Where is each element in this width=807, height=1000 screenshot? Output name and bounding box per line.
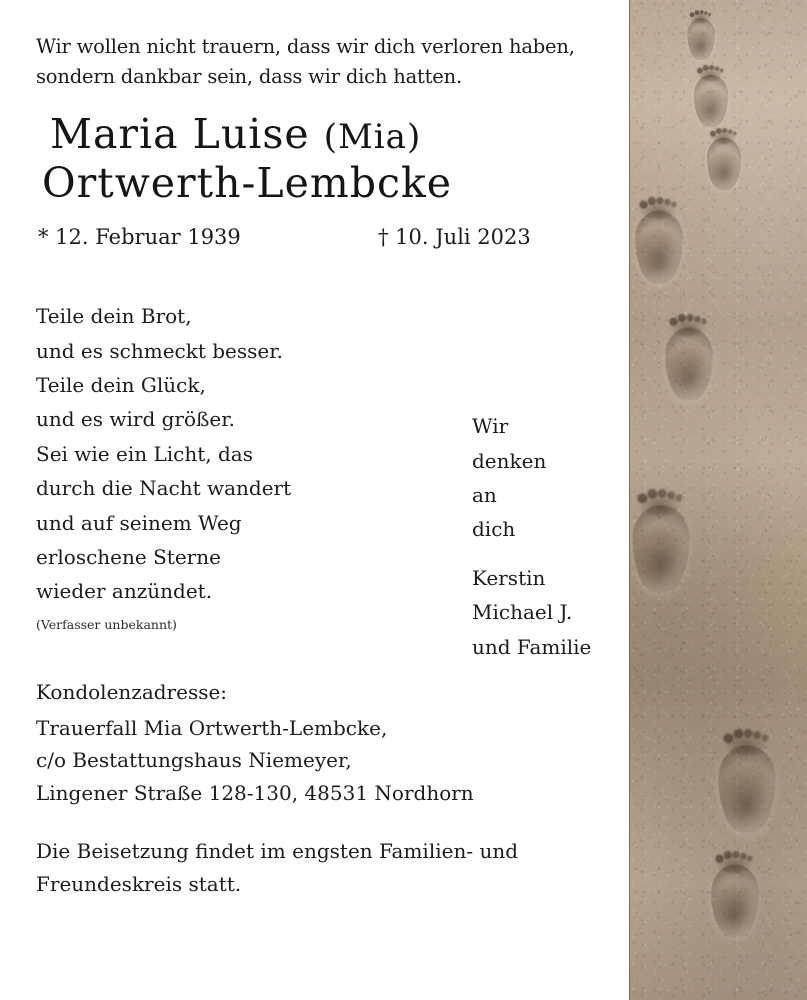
intro-verse — [36, 32, 601, 92]
birth-date: * 12. Februar 1939 — [38, 225, 241, 250]
poem-line: und es wird größer. — [36, 407, 235, 432]
funeral-notice-line: Freundeskreis statt. — [36, 871, 242, 896]
deceased-name — [36, 110, 601, 207]
mourner-signature — [472, 409, 591, 664]
footprint-icon — [711, 865, 759, 938]
footprint-icon — [665, 328, 713, 401]
signature-line: denken — [472, 448, 547, 473]
surname: Ortwerth-Lembcke — [42, 158, 453, 207]
poem-line: wieder anzündet. — [36, 579, 213, 604]
condolence-address — [36, 676, 601, 810]
poem-line: Teile dein Glück, — [36, 372, 206, 397]
intro-verse-line: sondern dankbar sein, dass wir dich hatten. — [36, 65, 462, 89]
funeral-notice-line: Die Beisetzung findet im engsten Familien- und — [36, 839, 519, 864]
nickname: (Mia) — [323, 117, 422, 158]
poem-line: durch die Nacht wandert — [36, 476, 292, 501]
footprint-icon — [633, 506, 690, 593]
condolence-line: Lingener Straße 128-130, 48531 Nordhorn — [36, 780, 474, 805]
mourner-name: Kerstin — [472, 565, 546, 590]
poem-line: Sei wie ein Licht, das — [36, 441, 253, 466]
life-dates — [38, 225, 601, 249]
mourner-name: Michael J. — [472, 600, 573, 625]
condolence-line: c/o Bestattungshaus Niemeyer, — [36, 748, 352, 773]
poem-line: erloschene Sterne — [36, 544, 221, 569]
footprint-icon — [707, 138, 741, 190]
footprint-icon — [688, 18, 715, 60]
condolence-heading: Kondolenzadresse: — [36, 679, 228, 704]
mourner-name: und Familie — [472, 634, 592, 659]
given-names: Maria Luise — [50, 110, 310, 159]
footprint-icon — [694, 75, 728, 127]
signature-line: an — [472, 482, 497, 507]
intro-verse-line: Wir wollen nicht trauern, dass wir dich verloren haben, — [36, 35, 575, 58]
name-first-line — [50, 110, 601, 158]
signature-line: Wir — [472, 414, 509, 439]
poem-lines — [36, 299, 436, 609]
signature-spacer — [472, 547, 591, 561]
funeral-notice — [36, 835, 601, 900]
footprint-icon — [635, 211, 683, 284]
poem-line: und es schmeckt besser. — [36, 338, 283, 363]
memorial-poem — [36, 299, 601, 659]
condolence-line: Trauerfall Mia Ortwerth-Lembcke, — [36, 716, 388, 741]
poem-line: Teile dein Brot, — [36, 304, 192, 329]
footprint-icon — [719, 746, 776, 833]
footprints-in-sand-photo — [629, 0, 807, 1000]
death-date: † 10. Juli 2023 — [378, 225, 531, 250]
poem-attribution: (Verfasser unbekannt) — [36, 616, 177, 632]
poem-line: und auf seinem Weg — [36, 510, 242, 535]
signature-line: dich — [472, 517, 516, 542]
